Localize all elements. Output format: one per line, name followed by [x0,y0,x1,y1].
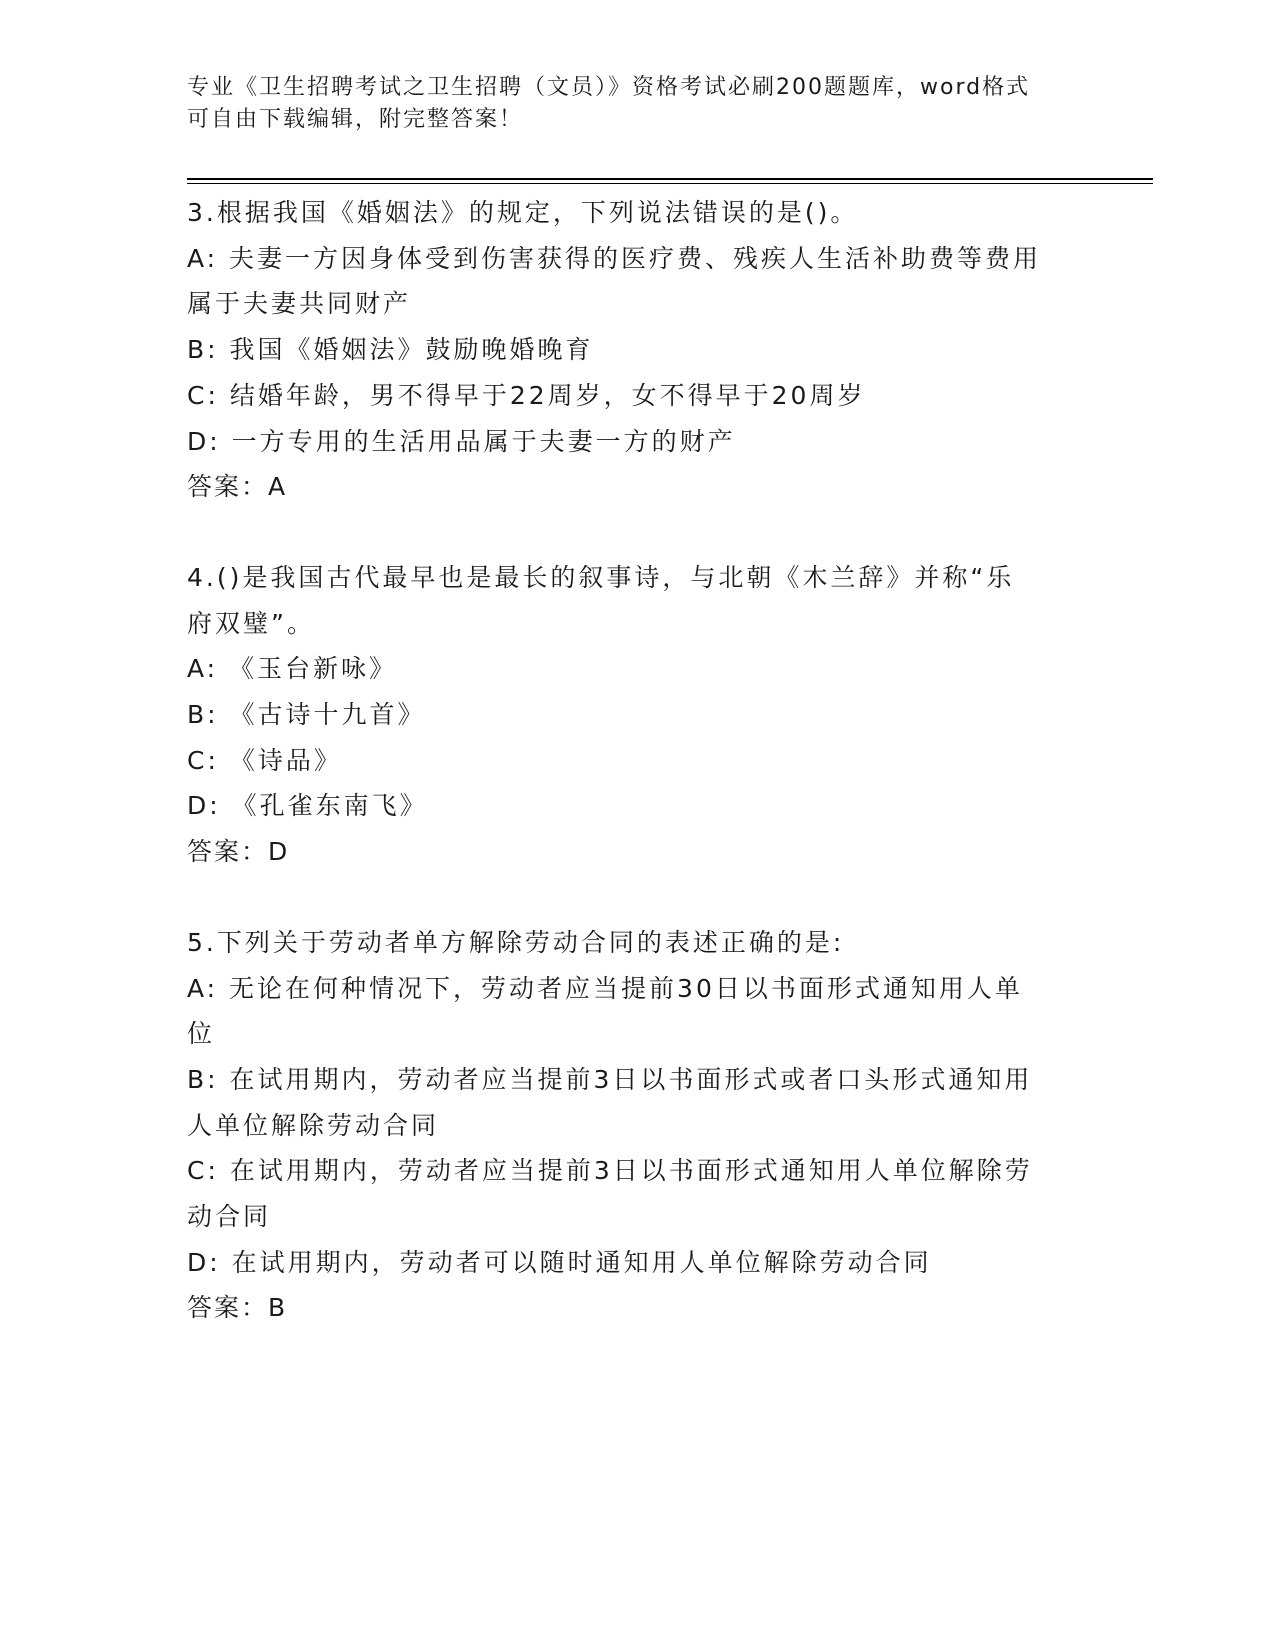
question-4-stem-cont: 府双璧”。 [187,608,315,638]
question-4 [187,555,1087,875]
question-4-answer: 答案：D [187,837,290,867]
question-5-option-c: C: 在试用期内，劳动者应当提前3日以书面形式通知用人单位解除劳 [187,1156,1033,1186]
question-4-option-b: B: 《古诗十九首》 [187,700,426,730]
question-3-option-c: C: 结婚年龄，男不得早于22周岁，女不得早于20周岁 [187,380,866,410]
question-5-option-d: D: 在试用期内，劳动者可以随时通知用人单位解除劳动合同 [187,1247,932,1277]
spacer [187,510,1087,555]
question-3-option-a: A: 夫妻一方因身体受到伤害获得的医疗费、残疾人生活补助费等费用 [187,243,1042,273]
question-5-option-b-cont: 人单位解除劳动合同 [187,1110,440,1140]
question-3 [187,190,1087,510]
question-3-option-b: B: 我国《婚姻法》鼓励晚婚晚育 [187,335,594,365]
question-4-option-d: D: 《孔雀东南飞》 [187,791,428,821]
question-3-option-a-cont: 属于夫妻共同财产 [187,289,412,319]
question-5-option-c-cont: 动合同 [187,1202,272,1232]
question-4-option-c: C: 《诗品》 [187,745,342,775]
header-line-1: 专业《卫生招聘考试之卫生招聘（文员）》资格考试必刷200题题库，word格式 [187,75,1031,100]
header-divider-thin [187,183,1153,184]
document-header [187,72,1067,136]
question-4-stem: 4.()是我国古代最早也是最长的叙事诗，与北朝《木兰辞》并称“乐 [187,562,1015,592]
header-divider-thick [187,178,1153,180]
question-5 [187,920,1087,1331]
question-5-stem: 5.下列关于劳动者单方解除劳动合同的表述正确的是: [187,927,845,957]
spacer [187,875,1087,920]
question-5-option-a-cont: 位 [187,1019,216,1049]
header-line-2: 可自由下载编辑，附完整答案！ [187,107,524,132]
question-list [187,190,1087,1331]
question-5-option-a: A: 无论在何种情况下，劳动者应当提前30日以书面形式通知用人单 [187,973,1023,1003]
question-4-option-a: A: 《玉台新咏》 [187,654,398,684]
question-3-option-d: D: 一方专用的生活用品属于夫妻一方的财产 [187,426,736,456]
question-5-option-b: B: 在试用期内，劳动者应当提前3日以书面形式或者口头形式通知用 [187,1064,1033,1094]
question-3-answer: 答案：A [187,472,288,502]
question-3-stem: 3.根据我国《婚姻法》的规定，下列说法错误的是()。 [187,198,859,227]
question-5-answer: 答案：B [187,1293,288,1323]
